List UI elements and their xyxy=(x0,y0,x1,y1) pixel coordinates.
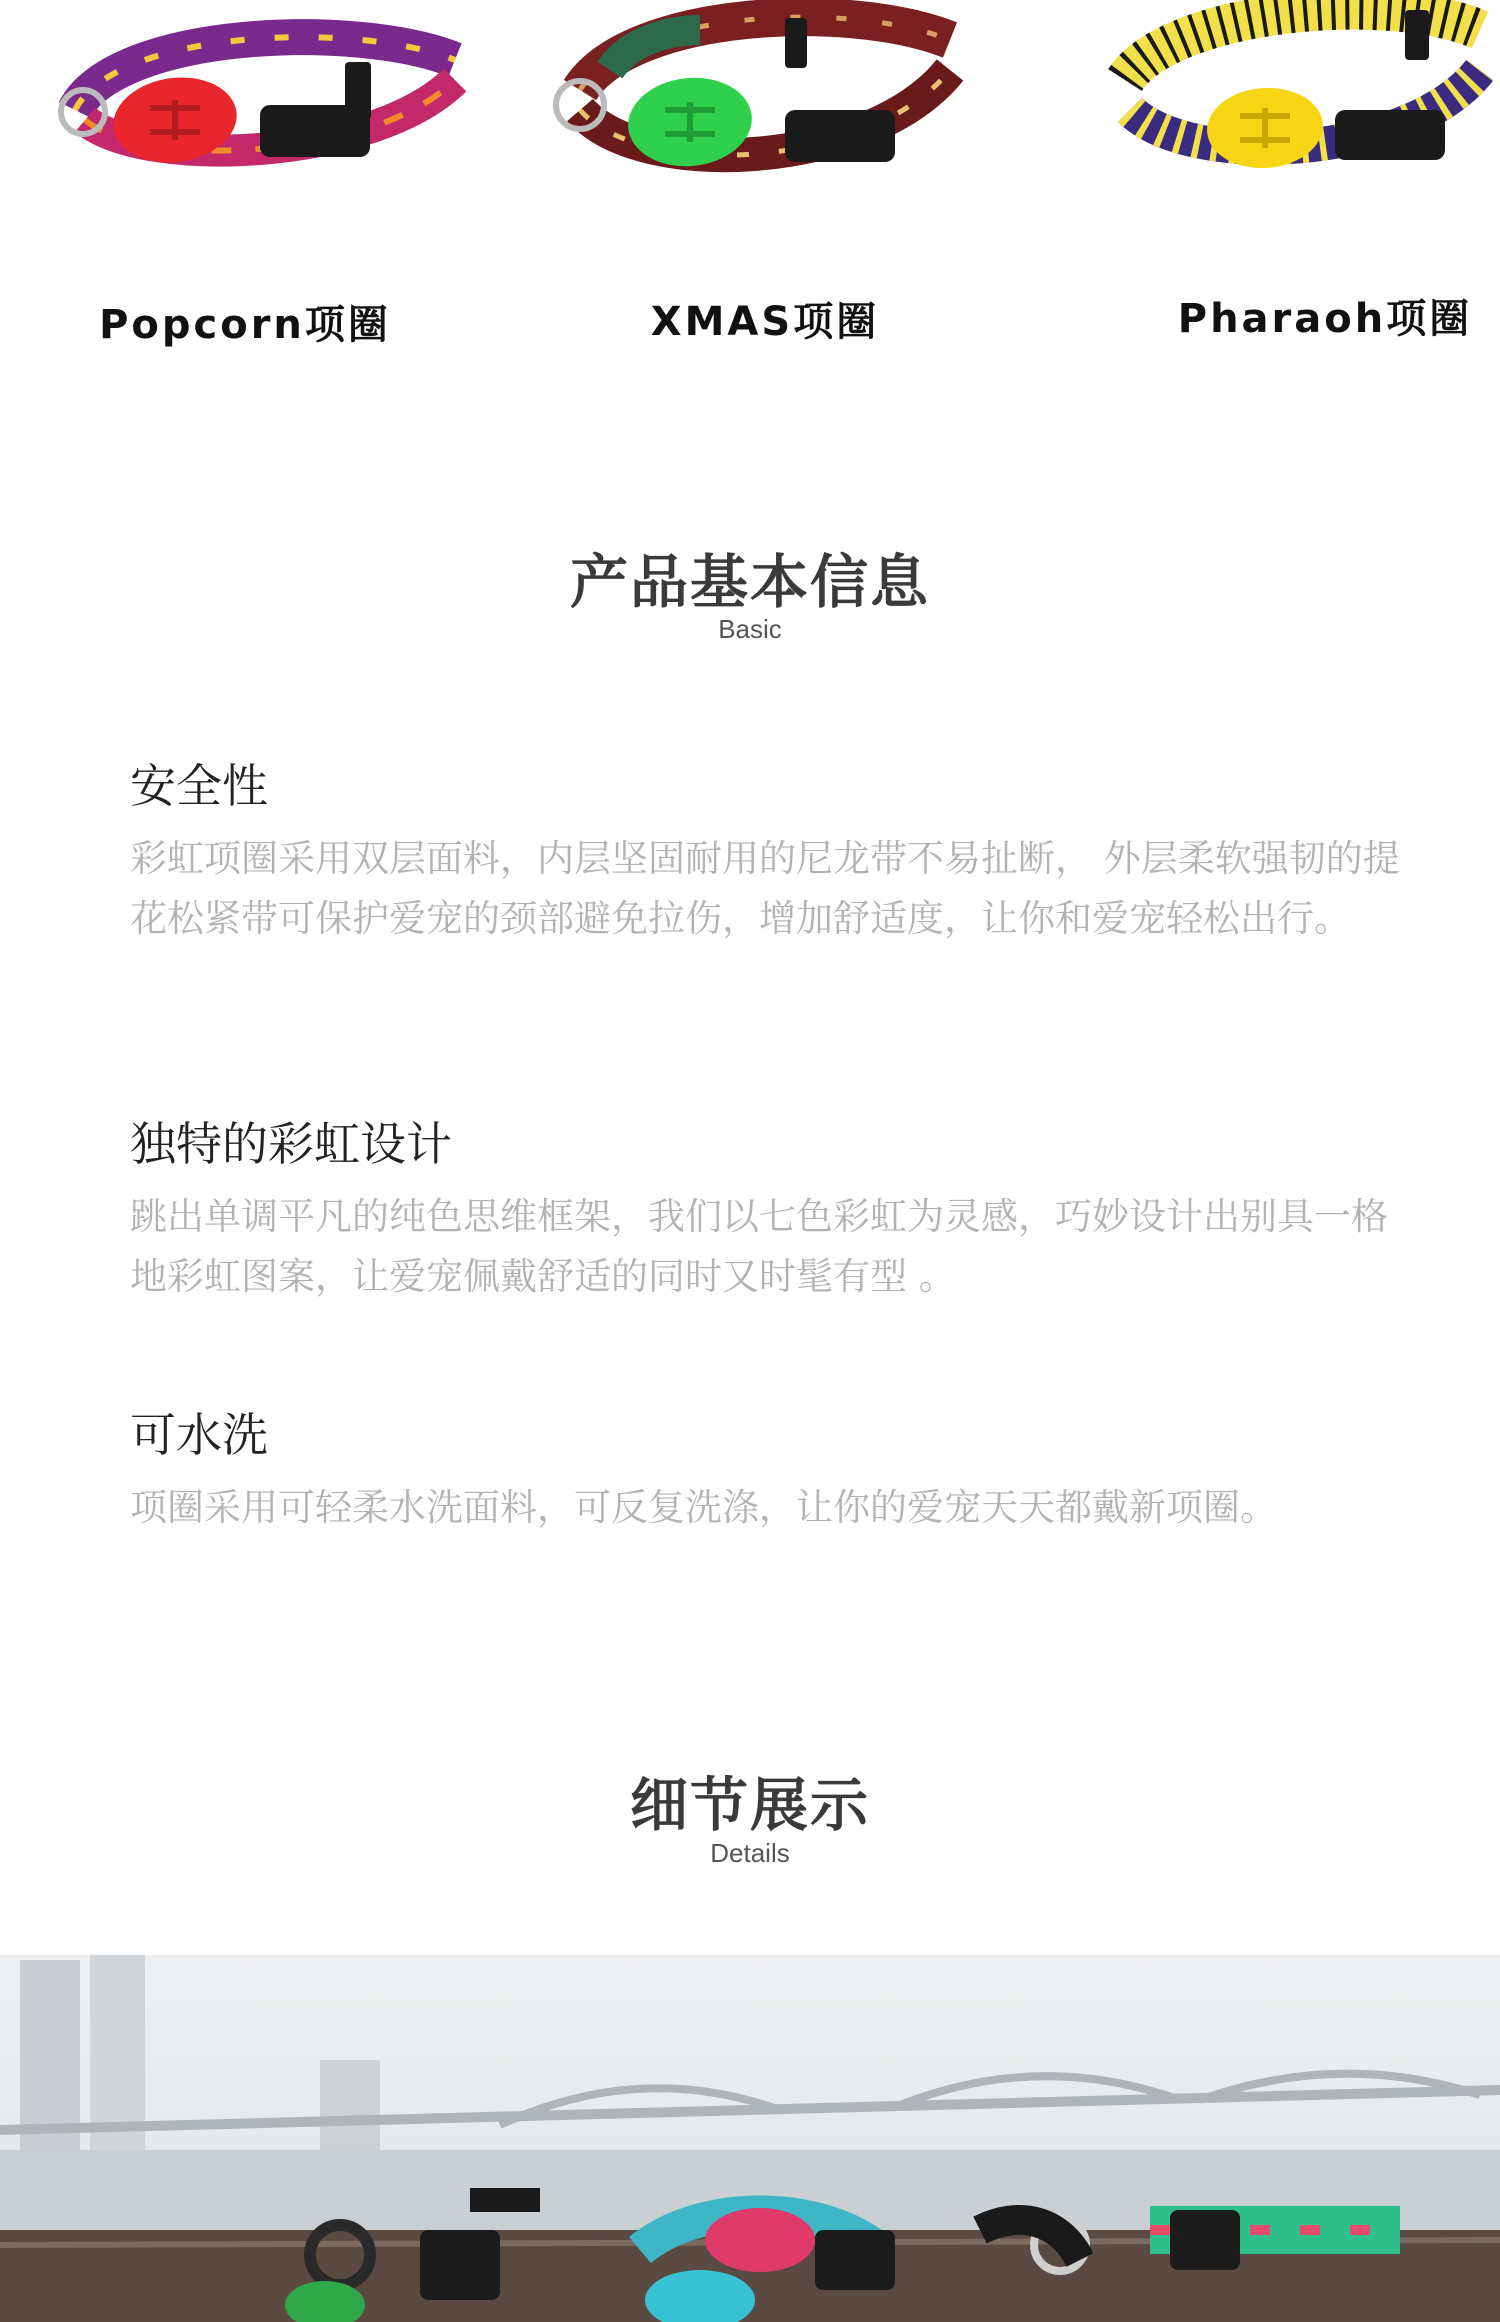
feature-title: 安全性 xyxy=(130,759,268,813)
details-photo xyxy=(0,1900,1500,2322)
xmas-collar-image xyxy=(550,0,970,200)
product-xmas[interactable] xyxy=(510,0,1010,380)
details-photo-scene xyxy=(0,1900,1500,2322)
popcorn-collar-image xyxy=(55,0,475,200)
feature-desc: 跳出单调平凡的纯色思维框架，我们以七色彩虹为灵感，巧妙设计出别具一格地彩虹图案，让爱宠佩戴舒适的同时又时髦有型 。 xyxy=(130,1195,1388,1298)
product-name-xmas: XMAS项圈 xyxy=(650,299,880,345)
product-popcorn[interactable] xyxy=(15,0,515,380)
product-name-pharaoh: Pharaoh项圈 xyxy=(1177,296,1473,342)
feature-title: 可水洗 xyxy=(130,1408,268,1462)
basic-section-title: 产品基本信息 xyxy=(569,548,930,616)
feature-desc: 彩虹项圈采用双层面料，内层坚固耐用的尼龙带不易扯断， 外层柔软强韧的提花松紧带可保护爱宠的颈部避免拉伤，增加舒适度，让你和爱宠轻松出行。 xyxy=(130,837,1400,940)
product-name-popcorn: Popcorn项圈 xyxy=(99,302,391,348)
feature-safety xyxy=(130,757,1400,949)
feature-title: 独特的彩虹设计 xyxy=(130,1117,452,1171)
pharaoh-collar-image xyxy=(1090,0,1500,200)
feature-desc: 项圈采用可轻柔水洗面料，可反复洗涤，让你的爱宠天天都戴新项圈。 xyxy=(130,1486,1277,1529)
details-section-subtitle: Details xyxy=(710,1838,790,1868)
product-pharaoh[interactable] xyxy=(1050,0,1500,380)
basic-section-subtitle: Basic xyxy=(718,614,782,644)
feature-rainbow-design xyxy=(130,1115,1400,1307)
feature-washable xyxy=(130,1406,1400,1538)
details-section-title: 细节展示 xyxy=(629,1771,870,1839)
